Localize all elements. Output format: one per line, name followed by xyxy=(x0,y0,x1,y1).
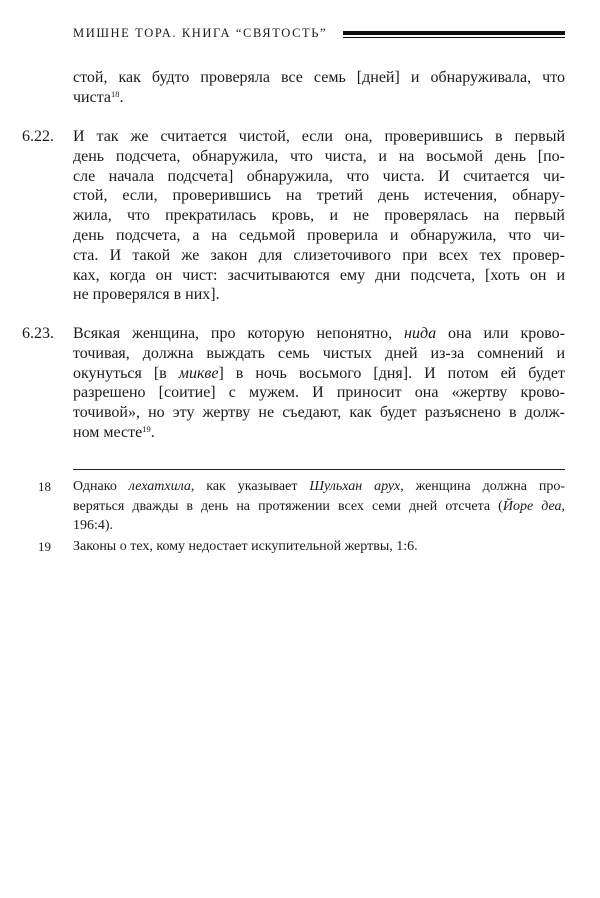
italic-term: лехатхила xyxy=(128,479,191,494)
text-line: стой, как будто проверяла все семь [дней] и обнаруживала, что xyxy=(73,69,565,86)
paragraph-continuation xyxy=(73,68,565,108)
text-line: точивая, должна выждать семь чистых дней из-за сомнений и xyxy=(73,344,565,362)
italic-term: Шульхан арух xyxy=(309,479,401,494)
footnote-number: 18 xyxy=(38,479,51,494)
text-line: день подсчета, а на седьмой проверила и обнаружила, что чи- xyxy=(73,226,565,244)
footnote-18 xyxy=(73,477,565,536)
text-line xyxy=(73,477,565,497)
text: , как указывает xyxy=(190,479,310,494)
text-line: день подсчета, обнаружила, что чиста, и на восьмой день [по- xyxy=(73,147,565,165)
text: . xyxy=(150,423,155,441)
paragraph-6-22 xyxy=(73,127,565,305)
italic-term: Йоре деа xyxy=(502,498,562,514)
text: , xyxy=(561,498,565,514)
text-line: точивой», но эту жертву не съедают, как будет разъяснено в долж- xyxy=(73,404,565,422)
text-line: Законы о тех, кому недостает искупительной жертвы, 1:6. xyxy=(73,539,418,554)
italic-term: нида xyxy=(404,325,437,342)
text: чиста xyxy=(73,88,111,106)
text: Однако xyxy=(73,479,129,494)
text: она или крово- xyxy=(436,325,565,342)
footnote-rule xyxy=(73,469,565,470)
text-line xyxy=(73,324,565,344)
paragraph-6-23 xyxy=(73,324,565,443)
italic-term: микве xyxy=(178,364,219,382)
text: Всякая женщина, про которую непонятно, xyxy=(73,325,405,342)
text: ] в ночь восьмого [дня]. И потом ей будет xyxy=(218,364,565,382)
section-number: 6.22. xyxy=(22,128,54,145)
header-rule-thin xyxy=(343,37,565,38)
text-line: не проверялся в них]. xyxy=(73,286,220,304)
text-line xyxy=(73,364,565,384)
footnote-ref[interactable]: 18 xyxy=(111,88,120,99)
text-line: разрешено [соитие] с мужем. И приносит она «жертву крово- xyxy=(73,384,565,402)
text-line: стой, если, проверившись на третий день истечения, обнару- xyxy=(73,187,565,205)
text-line: ках, когда он чист: засчитываются ему дни подсчета, [хоть он и xyxy=(73,266,565,284)
section-number: 6.23. xyxy=(22,325,54,342)
text-line xyxy=(73,88,565,108)
footnote-number: 19 xyxy=(38,539,51,554)
footnote-ref[interactable]: 19 xyxy=(142,423,151,434)
text-line xyxy=(73,497,565,517)
running-header: МИШНЕ ТОРА. КНИГА “СВЯТОСТЬ” xyxy=(73,26,328,40)
text-line: жила, что прекратилась кровь, и не проверялась на первый xyxy=(73,207,565,225)
text: окунуться [в xyxy=(73,364,179,382)
footnote-19 xyxy=(73,537,565,557)
text: веряться дважды в день на протяжении всех семи дней отсчета ( xyxy=(73,498,503,514)
text-line: сле начала подсчета] обнаружила, что чиста. И считается чи- xyxy=(73,167,565,185)
text: . xyxy=(119,88,124,106)
text-line: ста. И такой же закон для слизеточивого при всех тех провер- xyxy=(73,246,565,264)
header-rule xyxy=(343,31,565,35)
text: , женщина должна про- xyxy=(400,479,565,494)
text-line: И так же считается чистой, если она, проверившись в первый xyxy=(73,128,565,145)
text: ном месте xyxy=(73,423,143,441)
text-line: 196:4). xyxy=(73,518,114,533)
text-line xyxy=(73,423,565,443)
